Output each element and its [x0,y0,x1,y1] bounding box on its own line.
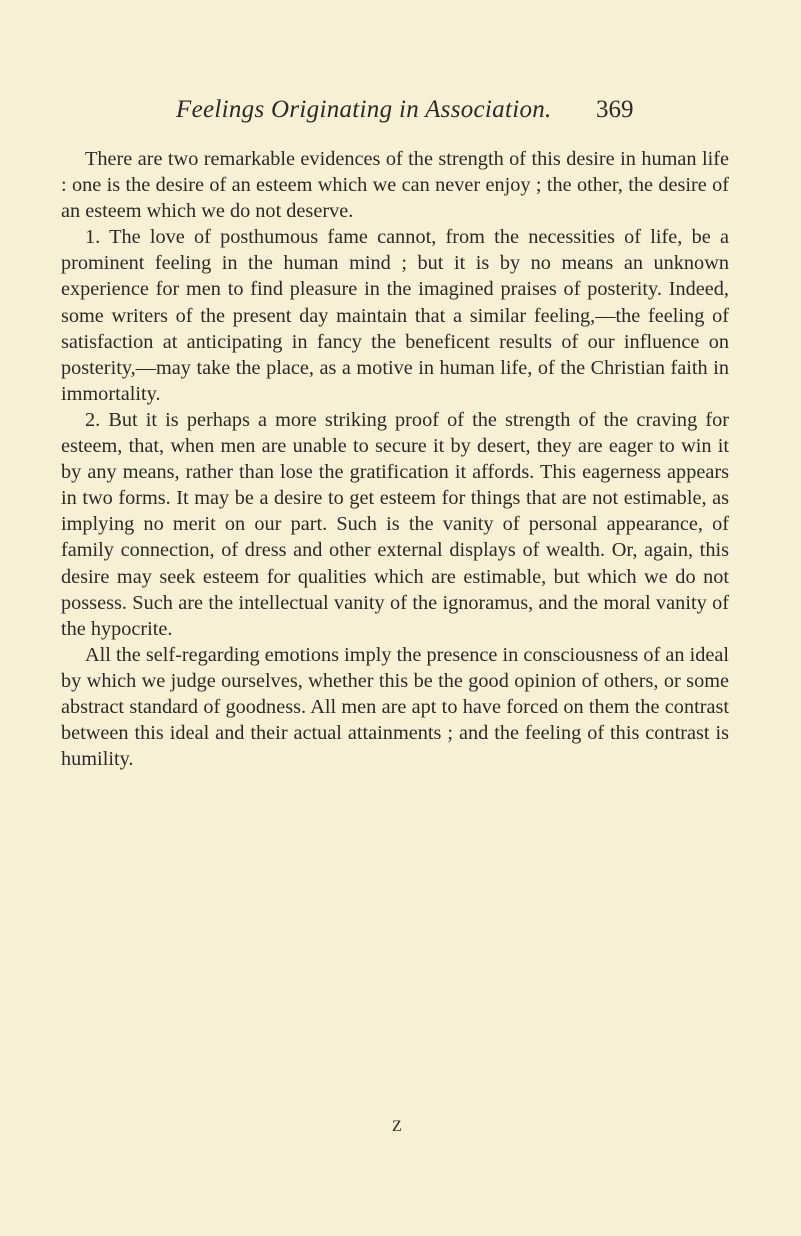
paragraph-posthumous-fame: 1. The love of posthumous fame cannot, from the necessities of life, be a prominent feeling in the human mind ; but it is by no means an unknown experience for men to find pleasure in the imagined praises of posterity. Indeed, some writers of the present day maintain that a similar feeling,—the feeling of satisfaction at anticipating in fancy the beneficent results of our influence on posterity,—may take the place, as a motive in human life, of the Christian faith in immortality. [61,226,729,405]
running-title: Feelings Originating in Association. [176,96,552,123]
paragraph-humility: All the self-regarding emotions imply the presence in consciousness of an ideal by which we judge ourselves, whether this be the good opinion of others, or some abstract standard of goodness. All men are apt to have forced on them the contrast between this ideal and their actual attainments ; and the feeling of this contrast is humility. [61,643,729,771]
running-head [176,96,636,132]
signature-mark: Z [392,1118,403,1135]
page-number: 369 [596,96,634,123]
body-text [61,146,729,772]
paragraph-vanity: 2. But it is perhaps a more striking proof of the strength of the craving for esteem, that, when men are unable to secure it by desert, they are eager to win it by any means, rather than lose the gratification it affords. This eagerness appears in two forms. It may be a desire to get esteem for things that are not estimable, as implying no merit on our part. Such is the vanity of personal appearance, of family connection, of dress and other external displays of wealth. Or, again, this desire may seek esteem for qualities which are estimable, but which we do not possess. Such are the intellectual vanity of the ignoramus, and the moral vanity of the hypocrite. [61,408,729,640]
paragraph-intro: There are two remarkable evidences of the strength of this desire in human life : one is the desire of an esteem which we can never enjoy ; the other, the desire of an esteem which we do not deserve. [61,148,729,223]
